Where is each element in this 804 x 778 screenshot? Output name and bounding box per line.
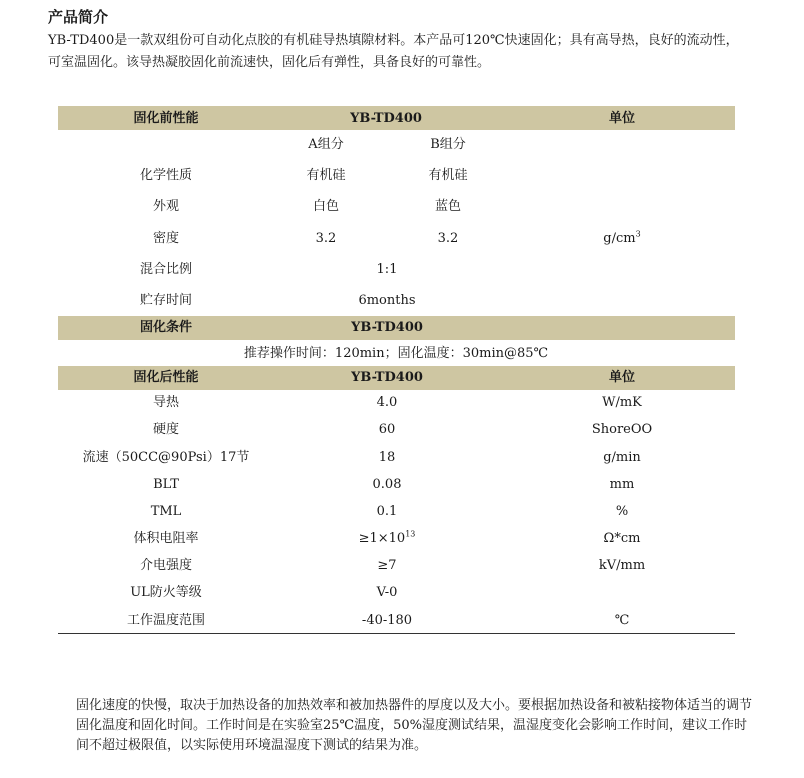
property-name: 工作温度范围 (126, 613, 206, 628)
intro-paragraph: YB-TD400是一款双组份可自动化点胶的有机硅导热填隙材料。本产品可120℃快速固化；具有高导热，良好的流动性，可室温固化。该导热凝胶固化前流速快，固化后有弹性，具备良好的可靠性。 (48, 33, 739, 70)
after-cure-header-prop: 固化后性能 (133, 370, 199, 385)
value-a: 白色 (312, 199, 340, 214)
before-cure-header-unit: 单位 (608, 111, 636, 126)
property-value (359, 531, 416, 547)
value-b: 蓝色 (434, 199, 462, 214)
property-value: 0.1 (376, 504, 398, 519)
value-b: 3.2 (437, 231, 459, 246)
after-cure-header-unit: 单位 (608, 370, 636, 385)
property-value: 4.0 (376, 395, 398, 410)
cure-header-model: YB-TD400 (351, 320, 423, 335)
property-name: 导热 (152, 395, 180, 410)
storage-time-value: 6months (358, 293, 416, 308)
property-unit: ShoreOO (591, 422, 653, 437)
property-unit: W/mK (602, 395, 642, 410)
property-value: V-0 (376, 585, 398, 600)
property-value: -40-180 (361, 613, 413, 628)
mix-ratio-value: 1:1 (376, 262, 398, 277)
property-unit: Ω*cm (603, 531, 641, 546)
property-unit: g/min (603, 450, 641, 465)
before-cure-header-model: YB-TD400 (350, 111, 422, 126)
property-name: 介电强度 (139, 558, 193, 573)
property-unit: kV/mm (598, 558, 646, 573)
property-value: 18 (378, 450, 396, 465)
property-name: BLT (153, 477, 179, 492)
unit-cell (603, 231, 640, 247)
table-bottom-rule (58, 633, 735, 634)
unit-superscript: 3 (635, 229, 641, 239)
property-name: 硬度 (152, 422, 180, 437)
property-name: UL防火等级 (130, 585, 202, 600)
property-unit: ℃ (614, 613, 630, 628)
value-base: ≥1×10 (358, 531, 406, 546)
component-b-label: B组分 (430, 137, 466, 152)
property-value: ≥7 (377, 558, 397, 573)
property-name: 外观 (152, 199, 180, 214)
value-superscript: 13 (405, 529, 416, 539)
page-title: 产品简介 (48, 8, 109, 26)
property-name: 体积电阻率 (133, 531, 199, 546)
property-name: 贮存时间 (139, 293, 193, 308)
component-a-label: A组分 (308, 137, 344, 152)
property-unit: % (615, 504, 629, 519)
unit-base: g/cm (603, 231, 636, 246)
cure-header-prop: 固化条件 (139, 320, 193, 335)
property-name: 密度 (152, 231, 180, 246)
property-value: 0.08 (372, 477, 402, 492)
value-a: 3.2 (315, 231, 337, 246)
property-name: 化学性质 (139, 168, 193, 183)
property-name: TML (150, 504, 182, 519)
after-cure-header-model: YB-TD400 (351, 370, 423, 385)
value-b: 有机硅 (428, 168, 468, 183)
property-name: 流速（50CC@90Psi）17节 (82, 450, 250, 465)
value-a: 有机硅 (306, 168, 346, 183)
cure-condition-text: 推荐操作时间：120min；固化温度：30min@85℃ (243, 346, 549, 361)
property-name: 混合比例 (139, 262, 193, 277)
before-cure-header-prop: 固化前性能 (133, 111, 199, 126)
footer-note: 固化速度的快慢，取决于加热设备的加热效率和被加热器件的厚度以及大小。要根据加热设备和被粘接物体适当的调节固化温度和固化时间。工作时间是在实验室25℃温度，50%湿度测试结果，温湿度变化会影响工作时间，建议工作时间不超过极限值，以实际使用环境温湿度下测试的结果为准。 (76, 698, 753, 753)
property-value: 60 (378, 422, 396, 437)
property-unit: mm (609, 477, 635, 492)
